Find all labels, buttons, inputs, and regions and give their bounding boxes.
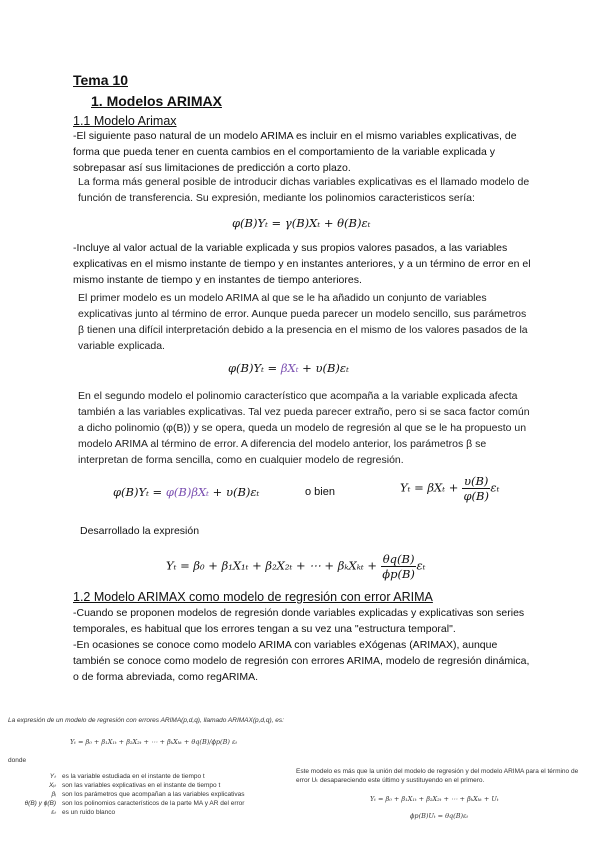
page-title: Tema 10 <box>73 72 128 88</box>
bottom-right-text: Este modelo es más que la unión del modelo de regresión y del modelo ARIMA para el término de error Uₜ desapareciendo este último y sustituyendo en el primero. <box>296 768 579 784</box>
definition-text: son los polinomios característicos de la parte MA y AR del error <box>62 800 245 807</box>
definition-text: son los parámetros que acompañan a las variables explicativas <box>62 791 245 798</box>
definition-symbol: εₜ <box>51 809 56 816</box>
equation-first-model-left: φ(B)Yₜ = <box>228 361 281 375</box>
equation-expanded-left: Yₜ = β₀ + β₁X₁ₜ + β₂X₂ₜ + ⋯ + βₖXₖₜ + <box>166 558 381 573</box>
section2-paragraph-1: -Cuando se proponen modelos de regresión donde variables explicadas y explicativas son series temporales, es habitual que los errores tengan a su vez una "estructura temporal". <box>73 607 525 635</box>
or-label: o bien <box>305 486 335 498</box>
fraction-numerator: υ(B) <box>464 474 489 488</box>
fraction-denominator: ϕp(B) <box>382 567 415 581</box>
bottom-left-donde: donde <box>8 757 27 764</box>
definitions-list <box>6 772 296 817</box>
equation-expanded <box>166 552 425 581</box>
bottom-right-equation-2: ϕp(B)Uₜ = θq(B)εₜ <box>410 812 469 820</box>
equation-expanded-right: εₜ <box>416 558 426 573</box>
definition-symbol: βᵢ <box>51 791 56 798</box>
definition-item <box>6 772 296 781</box>
definition-symbol: Xᵢₜ <box>48 782 56 789</box>
section1-paragraph-4: El primer modelo es un modelo ARIMA al que se le ha añadido un conjunto de variables explicativas junto al término de error. Aunque pueda parecer un modelo sencillo, sus parámetros β tienen una difícil interpretación debido a la presencia en el mismo de los valores pasados de la variable explicada. <box>78 292 528 352</box>
definition-text: es un ruido blanco <box>62 809 116 816</box>
section1-paragraph-2: La forma más general posible de introducir dichas variables explicativas es el llamado modelo de función de transferencia. Su expresión, mediante los polinomios caracteristicos sería: <box>78 176 530 204</box>
equation-expanded-fraction <box>381 552 417 581</box>
equation-second-model-alt <box>400 474 499 503</box>
equation-second-model-right: + υ(B)εₜ <box>209 485 260 499</box>
main-heading: 1. Modelos ARIMAX <box>91 93 222 109</box>
bottom-left-equation: Yₜ = β₀ + β₁X₁ₜ + β₂X₂ₜ + ⋯ + βₖXₖₜ + θq(B)/ϕp(B) εₜ <box>70 738 238 746</box>
section1-paragraph-3: -Incluye al valor actual de la variable explicada y sus propios valores pasados, a las variables explicativas en el mismo instante de tiempo y en instantes anteriores, y a un término de error en el mismo instante de tiempo y en instantes de tiempo anteriores. <box>73 242 531 286</box>
equation-second-model-alt-left: Yₜ = βXₜ + <box>400 480 462 495</box>
equation-first-model <box>228 361 349 375</box>
section1-title: 1.1 Modelo Arimax <box>73 114 177 128</box>
definition-item <box>6 799 296 808</box>
definition-item <box>6 790 296 799</box>
fraction-denominator: φ(B) <box>463 489 489 503</box>
section1-paragraph-5: En el segundo modelo el polinomio característico que acompaña a la variable explicada afecta también a las variables explicativas. Tal vez pueda parecer extraño, pero si se saca factor común a dicho polinomio (φ(B)) y se opera, queda un modelo de regresión al que se le ha propuesto un modelo ARIMA al término de error. A diferencia del modelo anterior, los parámetros β se interpretan de forma sencilla, como en cualquier modelo de regresión. <box>78 390 530 466</box>
definition-item <box>6 781 296 790</box>
definition-item <box>6 808 296 817</box>
equation-first-model-right: + υ(B)εₜ <box>298 361 349 375</box>
bottom-left-intro: La expresión de un modelo de regresión con errores ARIMA(p,d,q), llamado ARIMAX(p,d,q), es: <box>8 717 284 724</box>
definition-text: es la variable estudiada en el instante de tiempo t <box>62 773 205 780</box>
equation-second-model-alt-right: εₜ <box>490 480 500 495</box>
section2-title: 1.2 Modelo ARIMAX como modelo de regresión con error ARIMA <box>73 590 433 604</box>
fraction-numerator: θq(B) <box>382 552 415 566</box>
equation-second-model-left: φ(B)Yₜ = <box>113 485 166 499</box>
equation-second-model-highlight: φ(B)βXₜ <box>165 485 210 499</box>
bottom-right-equation-1: Yₜ = β₀ + β₁X₁ₜ + β₂X₂ₜ + ⋯ + βₖXₖₜ + Uₜ <box>370 795 499 803</box>
definition-symbol: Yₜ <box>49 773 56 780</box>
equation-transfer-function: φ(B)Yₜ = γ(B)Xₜ + θ(B)εₜ <box>232 216 371 230</box>
equation-second-model <box>113 485 259 499</box>
section2-paragraph-2: -En ocasiones se conoce como modelo ARIMA con variables eXógenas (ARIMAX), aunque también se conoce como modelo de regresión con errores ARIMA, modelo de regresión dinámica, o de forma abreviada, como regARIMA. <box>73 639 530 683</box>
definition-symbol: θ(B) y ϕ(B) <box>24 800 56 807</box>
equation-first-model-highlight: βXₜ <box>280 361 299 375</box>
equation-second-model-alt-fraction <box>462 474 490 503</box>
expansion-label: Desarrollado la expresión <box>80 525 200 537</box>
definition-text: son las variables explicativas en el instante de tiempo t <box>62 782 221 789</box>
section1-paragraph-1: -El siguiente paso natural de un modelo ARIMA es incluir en el mismo variables explicativas, de forma que pueda tener en cuenta cambios en el comportamiento de la variable explicada y sobrepasar así sus limitaciones de predicción a corto plazo. <box>73 130 517 174</box>
